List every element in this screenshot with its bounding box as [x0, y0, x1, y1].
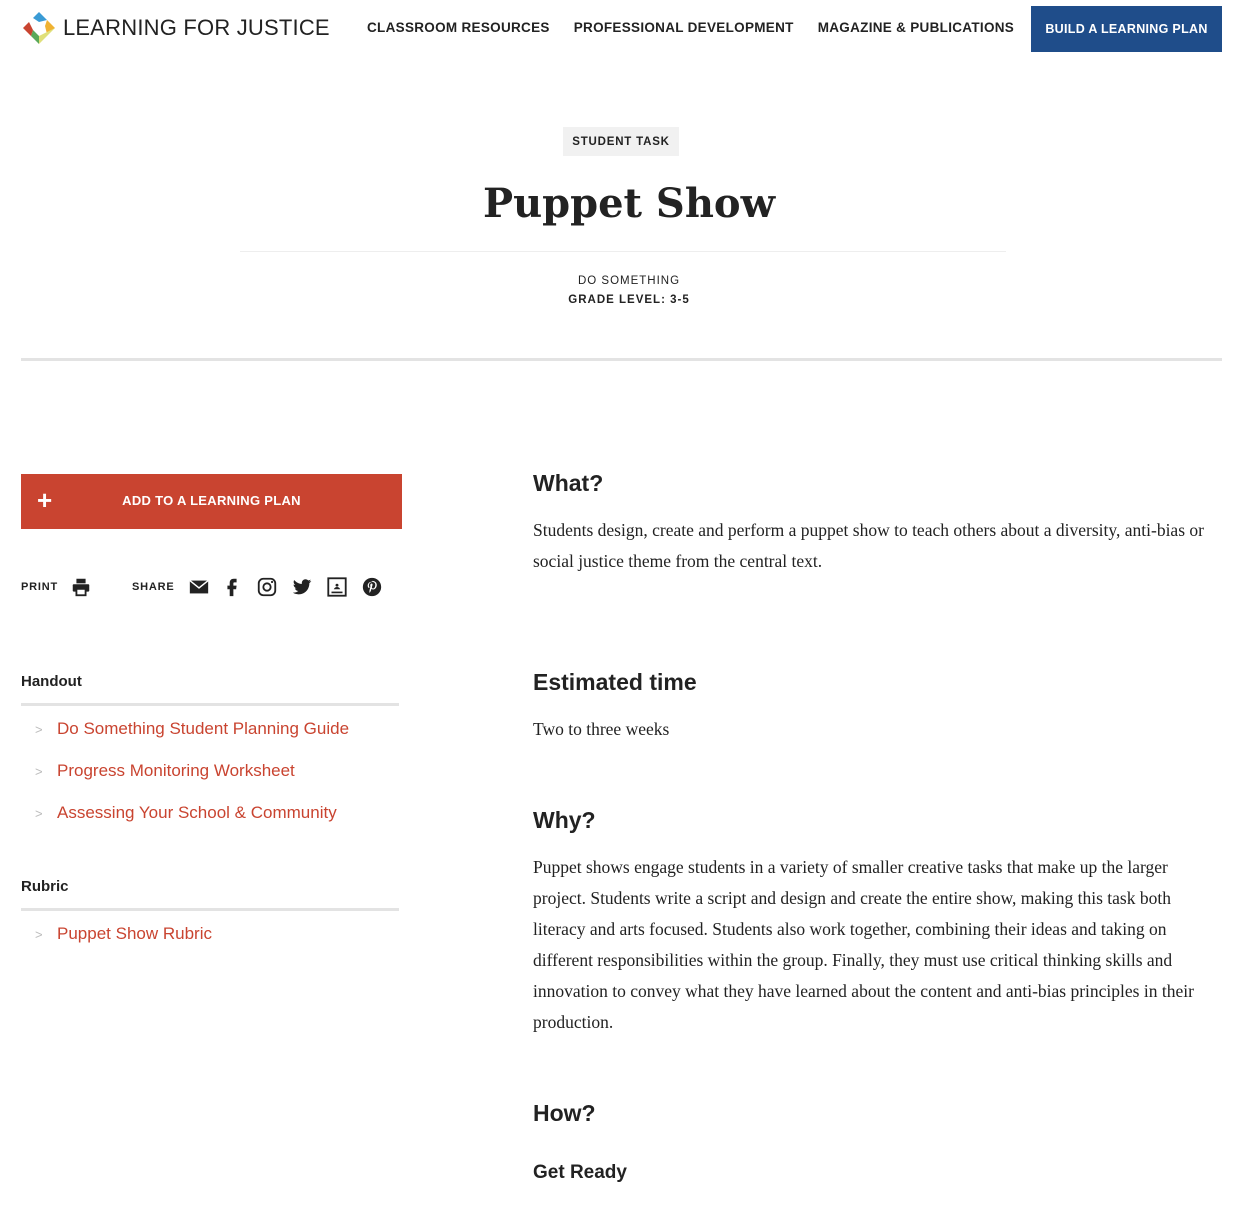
site-logo[interactable] — [21, 10, 330, 46]
chevron-right-icon: > — [35, 805, 43, 821]
build-learning-plan-button[interactable]: BUILD A LEARNING PLAN — [1031, 6, 1222, 52]
logo-text: LEARNING FOR JUSTICE — [63, 15, 330, 40]
why-heading: Why? — [533, 807, 596, 833]
site-header — [0, 0, 1258, 58]
page-title: Puppet Show — [482, 180, 776, 227]
rubric-link[interactable]: Puppet Show Rubric — [57, 924, 212, 943]
nav-professional-development[interactable]: PROFESSIONAL DEVELOPMENT — [573, 20, 794, 35]
list-item[interactable] — [35, 803, 337, 823]
nav-classroom-resources[interactable]: CLASSROOM RESOURCES — [367, 20, 550, 35]
list-item[interactable] — [35, 719, 349, 739]
grade-level-label: GRADE LEVEL: 3-5 — [568, 294, 690, 306]
chevron-right-icon: > — [35, 926, 43, 942]
print-share-toolbar — [21, 575, 401, 599]
share-label: SHARE — [132, 581, 175, 593]
instagram-icon[interactable] — [255, 575, 279, 599]
logo-icon — [21, 10, 57, 46]
email-icon[interactable] — [187, 575, 211, 599]
print-label: PRINT — [21, 581, 58, 593]
what-text: Students design, create and perform a puppet show to teach others about a diversity, anti-bias or social justice theme from the central text. — [533, 520, 1204, 571]
chevron-right-icon: > — [35, 721, 43, 737]
get-ready-heading: Get Ready — [533, 1162, 627, 1183]
handout-heading: Handout — [21, 673, 82, 690]
print-icon[interactable] — [69, 575, 93, 599]
rubric-divider — [21, 908, 399, 911]
plus-icon: + — [37, 485, 53, 515]
rubric-heading: Rubric — [21, 878, 69, 895]
estimated-time-text: Two to three weeks — [533, 719, 670, 739]
why-text: Puppet shows engage students in a variety of smaller creative tasks that make up the larger project. Students write a script and design and create the entire show, making this task both literacy and arts focused. Students also work together, combining their ideas and taking on different responsibilities within the group. Finally, they must use critical thinking skills and innovation to convey what they have learned about the content and anti-bias principles in their production. — [533, 857, 1194, 1032]
pinterest-icon[interactable] — [360, 575, 384, 599]
handout-divider — [21, 703, 399, 706]
what-heading: What? — [533, 470, 604, 496]
handout-link[interactable]: Progress Monitoring Worksheet — [57, 761, 295, 780]
handout-link[interactable]: Assessing Your School & Community — [57, 803, 337, 822]
twitter-icon[interactable] — [290, 575, 314, 599]
nav-magazine-publications[interactable]: MAGAZINE & PUBLICATIONS — [817, 20, 1015, 35]
list-item[interactable] — [35, 924, 212, 944]
add-button-label: ADD TO A LEARNING PLAN — [122, 493, 301, 508]
category-label: DO SOMETHING — [577, 275, 681, 287]
google-classroom-icon[interactable] — [325, 575, 349, 599]
how-heading: How? — [533, 1100, 596, 1126]
section-divider — [21, 358, 1222, 361]
title-divider — [240, 251, 1006, 252]
content-type-tag: STUDENT TASK — [563, 127, 679, 156]
chevron-right-icon: > — [35, 763, 43, 779]
main-nav — [367, 20, 1038, 35]
handout-link[interactable]: Do Something Student Planning Guide — [57, 719, 350, 738]
estimated-time-heading: Estimated time — [533, 669, 697, 695]
list-item[interactable] — [35, 761, 295, 781]
add-to-learning-plan-button[interactable] — [21, 474, 402, 529]
facebook-icon[interactable] — [220, 575, 244, 599]
